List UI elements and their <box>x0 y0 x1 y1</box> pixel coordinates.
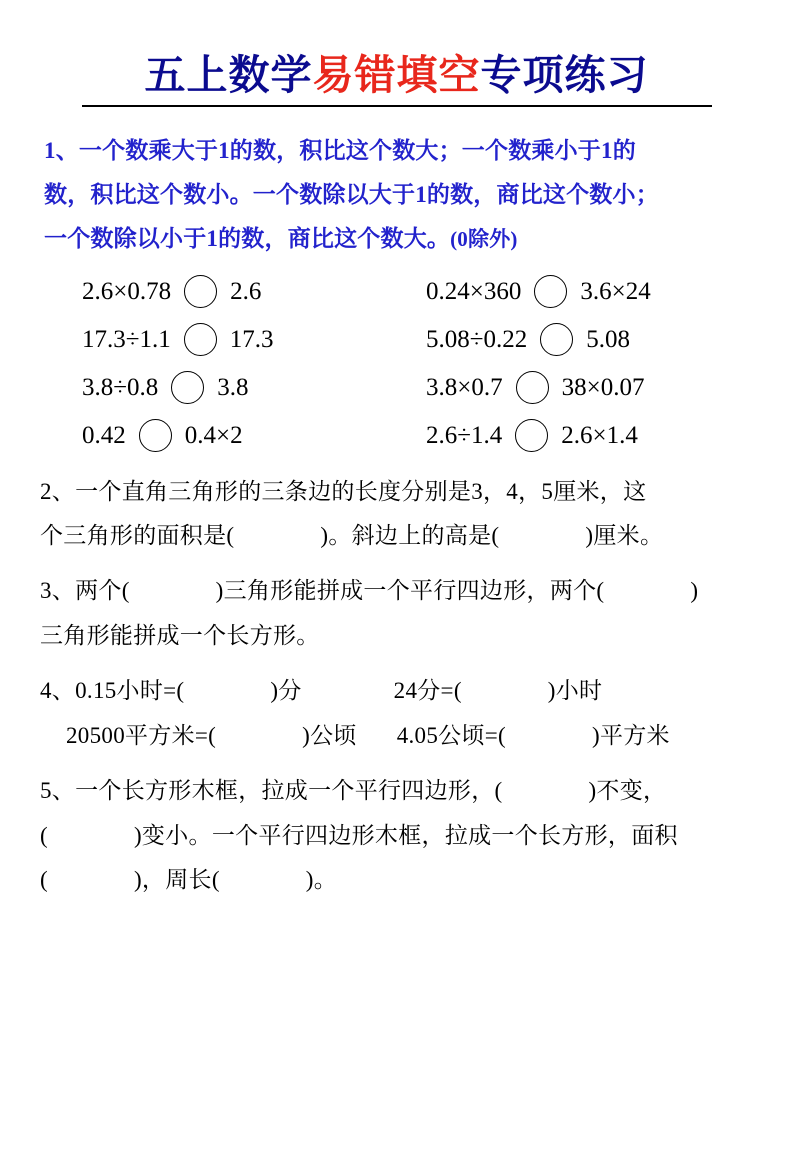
question-1-text-line-3: 一个数除以小于1的数，商比这个数大。 <box>44 226 451 252</box>
question-3 <box>40 569 753 659</box>
question-4-text-c: 24分=( <box>393 677 462 703</box>
answer-circle[interactable] <box>171 371 204 404</box>
expression-right: 5.08 <box>586 325 630 353</box>
question-4-text-d: )小时 <box>547 677 603 703</box>
expression-right: 38×0.07 <box>561 373 645 401</box>
question-5-line-3 <box>40 858 753 903</box>
comparison-item <box>40 275 400 308</box>
question-4-line-1 <box>40 669 753 714</box>
question-5-line-1 <box>40 769 753 814</box>
question-2-number: 2、 <box>40 478 76 504</box>
comparison-item <box>400 275 750 308</box>
question-5-text-f: )，周长( <box>133 867 220 893</box>
question-1-line-2: 数，积比这个数小。一个数除以大于1的数，商比这个数小； <box>44 182 659 208</box>
question-2-text-b: )。斜边上的高是( <box>320 523 500 549</box>
expression-right: 2.6 <box>230 277 262 305</box>
question-1-line-1 <box>44 129 753 173</box>
question-3-line-1 <box>40 569 753 614</box>
comparison-grid <box>40 268 753 460</box>
worksheet-page <box>0 52 793 1174</box>
question-1-line-3 <box>44 217 753 261</box>
expression-right: 17.3 <box>229 325 274 353</box>
comparison-row <box>40 412 753 460</box>
question-1-text-line-1: 一个数乘大于1的数，积比这个数大；一个数乘小于1的 <box>78 138 636 164</box>
expression-right: 3.6×24 <box>580 277 651 305</box>
comparison-item <box>400 371 750 404</box>
question-5-text-e: ( <box>40 867 48 893</box>
question-4-text-g: 4.05公顷=( <box>396 722 506 748</box>
answer-circle[interactable] <box>516 371 549 404</box>
question-5-number: 5、 <box>40 777 76 803</box>
question-4-text-h: )平方米 <box>591 722 670 748</box>
question-2-text-line-1: 一个直角三角形的三条边的长度分别是3，4，5厘米，这 <box>75 478 647 504</box>
question-5-text-c: ( <box>40 822 48 848</box>
answer-circle[interactable] <box>534 275 567 308</box>
question-4 <box>40 669 753 759</box>
question-5-text-b: )不变， <box>588 777 667 803</box>
title-part-3: 专项练习 <box>480 52 649 98</box>
question-5-text-a: 一个长方形木框，拉成一个平行四边形，( <box>75 777 503 803</box>
comparison-item <box>400 323 750 356</box>
question-3-text-b: )三角形能拼成一个平行四边形，两个( <box>215 578 605 604</box>
answer-circle[interactable] <box>184 275 217 308</box>
comparison-item <box>40 419 400 452</box>
expression-right: 2.6×1.4 <box>561 421 638 449</box>
question-2 <box>40 470 753 560</box>
expression-left: 2.6×0.78 <box>82 277 172 305</box>
comparison-item <box>40 323 400 356</box>
answer-circle[interactable] <box>184 323 217 356</box>
question-4-line-2 <box>40 714 753 759</box>
expression-left: 3.8×0.7 <box>426 373 503 401</box>
question-2-line-2 <box>40 514 753 559</box>
question-3-number: 3、 <box>40 578 76 604</box>
question-2-text-c: )厘米。 <box>585 523 664 549</box>
question-1 <box>40 129 753 261</box>
question-5 <box>40 769 753 904</box>
question-2-line-1 <box>40 470 753 515</box>
question-5-text-d: )变小。一个平行四边形木框，拉成一个长方形，面积 <box>133 822 678 848</box>
question-3-line-2: 三角形能拼成一个长方形。 <box>40 623 320 649</box>
expression-left: 3.8÷0.8 <box>82 373 159 401</box>
comparison-item <box>400 419 750 452</box>
answer-circle[interactable] <box>139 419 172 452</box>
expression-right: 3.8 <box>217 373 249 401</box>
question-4-text-f: )公顷 <box>302 722 357 748</box>
answer-circle[interactable] <box>515 419 548 452</box>
question-3-text-a: 两个( <box>75 578 130 604</box>
question-3-text-c: ) <box>690 578 699 604</box>
question-2-text-a: 个三角形的面积是( <box>40 523 235 549</box>
comparison-row <box>40 316 753 364</box>
question-1-note: (0除外) <box>450 227 518 252</box>
question-4-text-b: )分 <box>270 677 302 703</box>
expression-left: 2.6÷1.4 <box>426 421 503 449</box>
comparison-row <box>40 364 753 412</box>
expression-left: 5.08÷0.22 <box>426 325 528 353</box>
question-5-text-g: )。 <box>305 867 338 893</box>
question-1-number: 1、 <box>44 138 79 164</box>
page-title <box>82 52 712 107</box>
comparison-row <box>40 268 753 316</box>
title-part-1: 五上数学 <box>144 52 313 98</box>
expression-right: 0.4×2 <box>184 421 243 449</box>
question-5-line-2 <box>40 814 753 859</box>
expression-left: 17.3÷1.1 <box>82 325 171 353</box>
expression-left: 0.24×360 <box>426 277 522 305</box>
answer-circle[interactable] <box>540 323 573 356</box>
comparison-item <box>40 371 400 404</box>
question-4-number: 4、 <box>40 677 76 703</box>
question-4-text-e: 20500平方米=( <box>66 722 217 748</box>
title-part-2: 易错填空 <box>312 52 481 98</box>
expression-left: 0.42 <box>82 421 126 449</box>
question-4-text-a: 0.15小时=( <box>75 677 185 703</box>
